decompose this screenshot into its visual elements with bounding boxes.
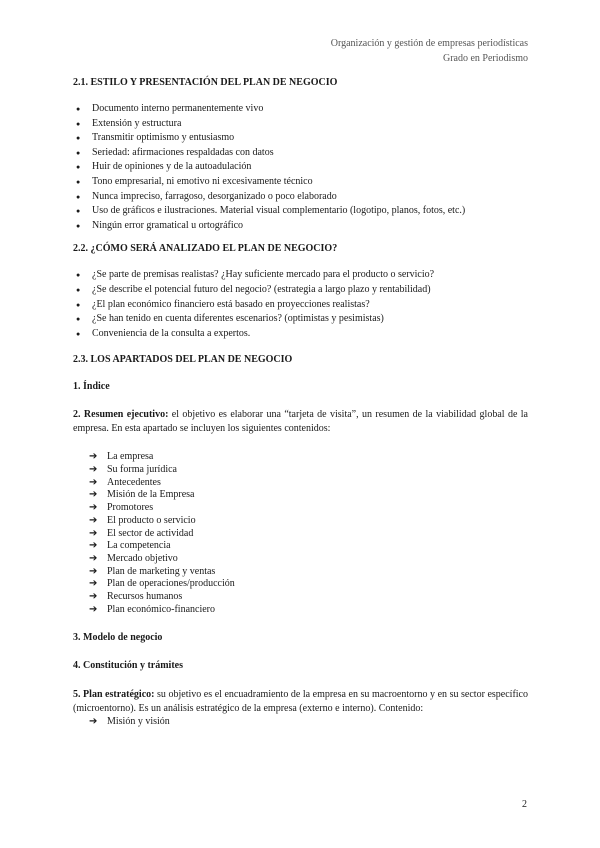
arrow-icon: ➔ [89, 464, 98, 476]
list-item: ● Conveniencia de la consulta a expertos. [73, 327, 528, 342]
list-item [89, 604, 528, 617]
arrow-list-resumen [73, 451, 528, 616]
arrow-icon: ➔ [89, 527, 98, 539]
list-item-text: Plan de operaciones/producción [107, 578, 235, 590]
list-item: ● Seriedad: afirmaciones respaldadas con datos [73, 146, 528, 161]
arrow-icon: ➔ [89, 489, 98, 501]
resumen-text: el objetivo es elaborar una “tarjeta de visita”, un resumen de la viabilidad global de la empresa. En esta apartado se incluyen los siguientes contenidos: [73, 409, 528, 434]
list-item-text: Plan económico-financiero [107, 603, 216, 615]
list-item-text: Plan de marketing y ventas [107, 565, 216, 577]
list-item-text: Antecedentes [107, 476, 161, 488]
arrow-icon: ➔ [89, 552, 98, 564]
list-item: ● Documento interno permanentemente vivo [73, 102, 528, 117]
paragraph-plan-estrategico [73, 688, 528, 715]
list-item [89, 716, 528, 729]
header-course: Organización y gestión de empresas periodísticas [330, 38, 528, 49]
list-item-text: Recursos humanos [107, 591, 183, 603]
list-item [89, 464, 528, 477]
list-item [89, 502, 528, 515]
section-title-estilo: 2.1. ESTILO Y PRESENTACIÓN DEL PLAN DE NEGOCIO [73, 77, 338, 88]
list-item: ● Ningún error gramatical u ortográfico [73, 219, 528, 234]
list-item: ● Transmitir optimismo y entusiasmo [73, 131, 528, 146]
list-item [89, 489, 528, 502]
list-item-text: Mercado objetivo [107, 552, 178, 564]
list-item [89, 515, 528, 528]
list-item [89, 477, 528, 490]
arrow-icon: ➔ [89, 451, 98, 463]
list-item: ● ¿Se parte de premisas realistas? ¿Hay suficiente mercado para el producto o servicio? [73, 268, 528, 283]
arrow-icon: ➔ [89, 514, 98, 526]
resumen-label: 2. Resumen ejecutivo: [73, 409, 169, 421]
running-header [331, 36, 528, 66]
list-item: ● ¿El plan económico financiero está basado en proyecciones realistas? [73, 298, 528, 313]
list-item: ● ¿Se han tenido en cuenta diferentes escenarios? (optimistas y pesimistas) [73, 312, 528, 327]
paragraph-resumen [73, 408, 528, 435]
arrow-icon: ➔ [89, 565, 98, 577]
list-item-text: El producto o servicio [107, 514, 196, 526]
arrow-icon: ➔ [89, 716, 98, 728]
arrow-icon: ➔ [89, 578, 98, 590]
list-item-text: La empresa [107, 451, 154, 463]
list-item: ● ¿Se describe el potencial futuro del negocio? (estrategia a largo plazo y rentabilidad) [73, 283, 528, 298]
list-item: ● Tono empresarial, ni emotivo ni excesivamente técnico [73, 175, 528, 190]
list-item-text: Promotores [107, 502, 154, 514]
list-item-text: Su forma jurídica [107, 464, 177, 476]
plan-label: 5. Plan estratégico: [73, 689, 155, 701]
list-item [89, 528, 528, 541]
list-item: ● Nunca impreciso, farragoso, desorganizado o poco elaborado [73, 190, 528, 205]
list-item [89, 578, 528, 591]
arrow-icon: ➔ [89, 502, 98, 514]
plan-text: su objetivo es el encuadramiento de la empresa en su macroentorno y en su sector específico (microentorno). Es un análisis estratégico de la empresa (externo e interno). Contenido: [73, 689, 528, 714]
list-item-text: El sector de actividad [107, 527, 194, 539]
page-number: 2 [522, 799, 527, 810]
bullet-list-analizado [73, 268, 528, 341]
bullet-list-estilo [73, 102, 528, 233]
list-item-text: Misión de la Empresa [107, 489, 195, 501]
list-item: ● Extensión y estructura [73, 117, 528, 132]
subsection-constitucion: 4. Constitución y trámites [73, 660, 183, 672]
arrow-icon: ➔ [89, 603, 98, 615]
section-title-analizado: 2.2. ¿CÓMO SERÁ ANALIZADO EL PLAN DE NEGOCIO? [73, 243, 338, 255]
arrow-icon: ➔ [89, 540, 98, 552]
header-degree: Grado en Periodismo [443, 53, 528, 64]
list-item [89, 566, 528, 579]
list-item: ● Huir de opiniones y de la autoadulación [73, 160, 528, 175]
list-item: ● Uso de gráficos e ilustraciones. Material visual complementario (logotipo, planos, fotos, etc.) [73, 204, 528, 219]
list-item [89, 540, 528, 553]
list-item [89, 553, 528, 566]
section-title-apartados: 2.3. LOS APARTADOS DEL PLAN DE NEGOCIO [73, 354, 293, 366]
list-item [89, 591, 528, 604]
arrow-list-plan [73, 716, 528, 729]
list-item [89, 451, 528, 464]
subsection-indice: 1. Índice [73, 381, 110, 393]
page-content [73, 77, 528, 729]
arrow-icon: ➔ [89, 591, 98, 603]
arrow-icon: ➔ [89, 476, 98, 488]
list-item-text: La competencia [107, 540, 171, 552]
subsection-modelo: 3. Modelo de negocio [73, 632, 163, 644]
list-item-text: Misión y visión [107, 716, 170, 728]
